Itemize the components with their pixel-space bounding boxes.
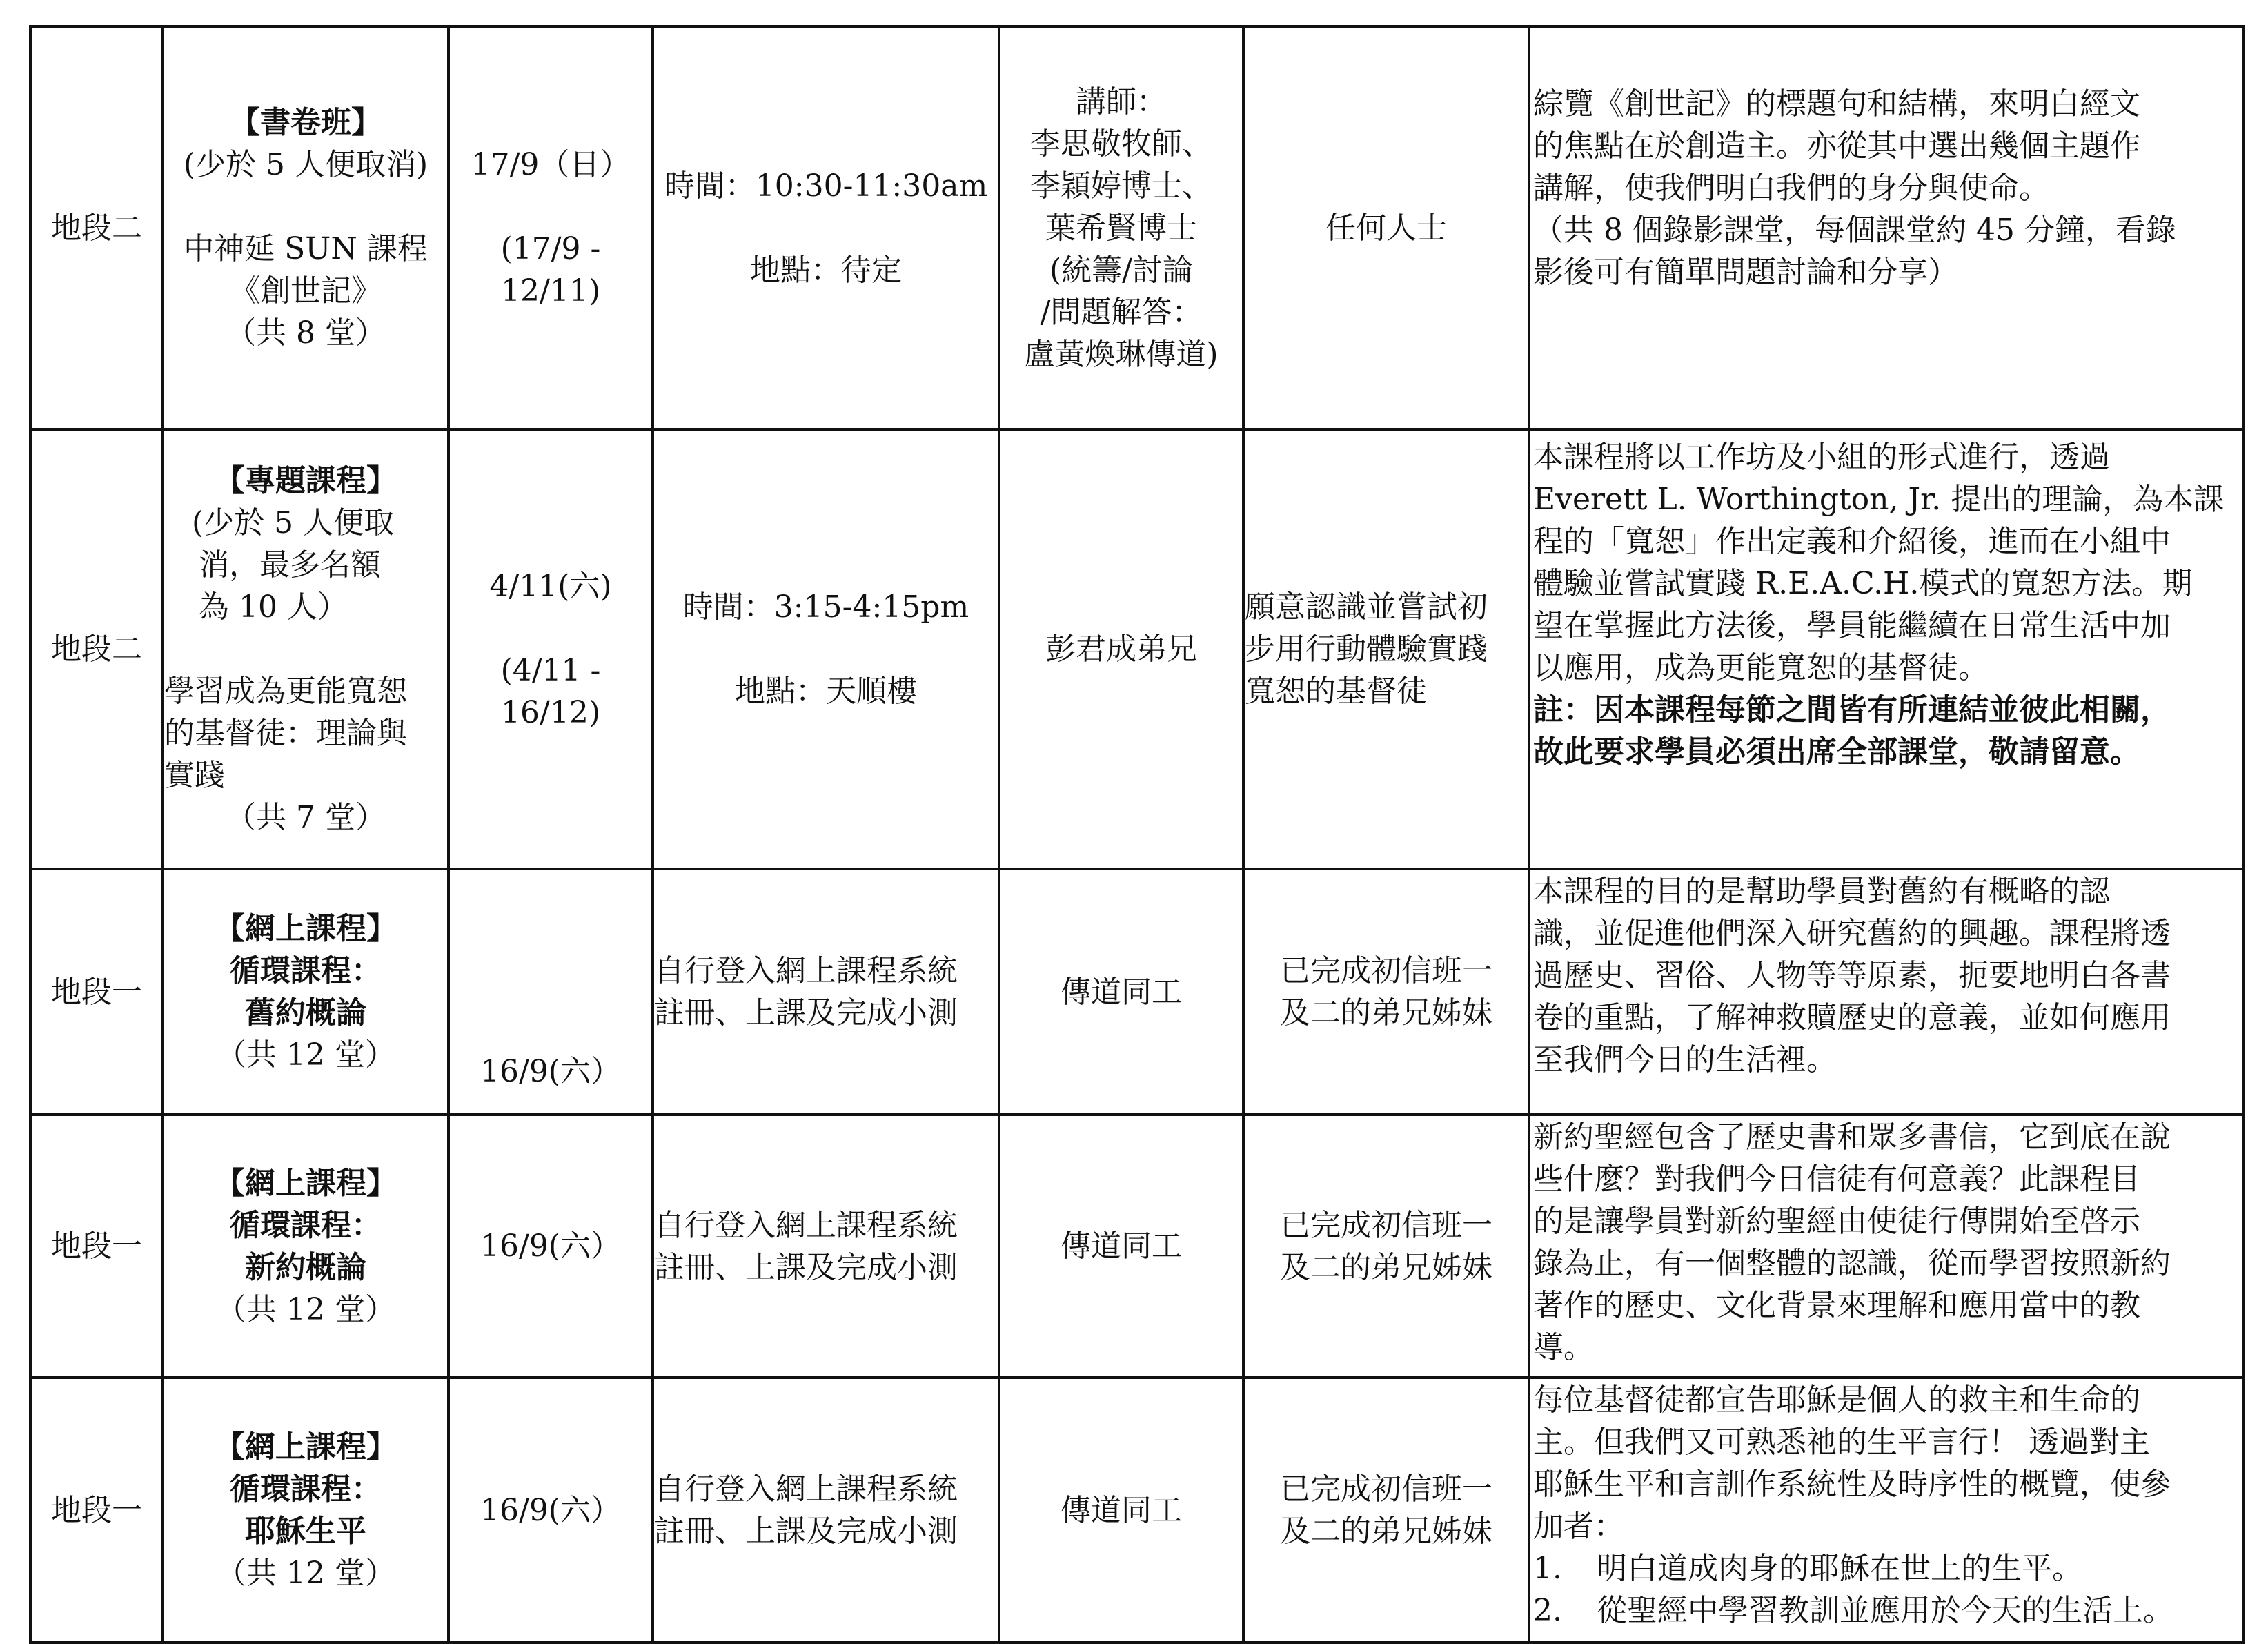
audience-cell: 已完成初信班一 及二的弟兄姊妹	[1243, 1378, 1529, 1643]
course-cell: 【網上課程】 循環課程： 舊約概論 （共 12 堂）	[163, 869, 448, 1115]
table-row	[30, 1378, 2244, 1643]
zone-cell: 地段一	[30, 1378, 163, 1643]
list-item: 2. 從聖經中學習教訓並應用於今天的生活上。	[1533, 1593, 2173, 1628]
teacher-cell: 傳道同工	[999, 1115, 1243, 1378]
list-item: 1. 明白道成肉身的耶穌在世上的生平。	[1533, 1551, 2082, 1586]
audience-cell: 已完成初信班一 及二的弟兄姊妹	[1243, 869, 1529, 1115]
time-place-cell: 時間：3:15-4:15pm 地點：天順樓	[653, 429, 999, 869]
date-cell: 16/9(六）	[448, 1378, 653, 1643]
course-cell: 【書卷班】 (少於 5 人便取消) 中神延 SUN 課程 《創世記》 （共 8 堂）	[163, 26, 448, 429]
table-row	[30, 26, 2244, 429]
table-row	[30, 429, 2244, 869]
table-row	[30, 869, 2244, 1115]
zone-cell: 地段二	[30, 26, 163, 429]
description-cell: 本課程將以工作坊及小組的形式進行，透過 Everett L. Worthington, Jr. 提出的理論，為本課 程的「寬恕」作出定義和介紹後，進而在小組中 體驗並嘗試實踐 R.E.A.C.H.模式的寬恕方法。期 望在掌握此方法後，學員能繼續在日常生活中加 以應用，成為更能寬恕的基督徒。 註：因本課程每節之間皆有所連結並彼此相關， 故此要求學員必須出席全部課堂，敬請留意。	[1529, 429, 2244, 869]
zone-cell: 地段二	[30, 429, 163, 869]
description-cell: 本課程的目的是幫助學員對舊約有概略的認 識，並促進他們深入研究舊約的興趣。課程將透 過歷史、習俗、人物等等原素，扼要地明白各書 卷的重點，了解神救贖歷史的意義，並如何應用 至我們今日的生活裡。	[1529, 869, 2244, 1115]
method-cell: 自行登入網上課程系統 註冊、上課及完成小測	[653, 869, 999, 1115]
time-place-cell: 時間：10:30-11:30am 地點：待定	[653, 26, 999, 429]
description-cell: 新約聖經包含了歷史書和眾多書信，它到底在說 些什麼？對我們今日信徒有何意義？此課程目 的是讓學員對新約聖經由使徒行傳開始至啓示 錄為止，有一個整體的認識，從而學習按照新約 著作的歷史、文化背景來理解和應用當中的教 導。	[1529, 1115, 2244, 1378]
course-cell: 【專題課程】 (少於 5 人便取 消，最多名額 為 10 人） 學習成為更能寬恕 的基督徒：理論與 實踐 （共 7 堂）	[163, 429, 448, 869]
course-schedule-table	[29, 25, 2245, 1644]
course-cell: 【網上課程】 循環課程： 新約概論 （共 12 堂）	[163, 1115, 448, 1378]
attendance-note: 註：因本課程每節之間皆有所連結並彼此相關，	[1533, 692, 2171, 727]
course-cell: 【網上課程】 循環課程： 耶穌生平 （共 12 堂）	[163, 1378, 448, 1643]
teacher-cell: 傳道同工	[999, 1378, 1243, 1643]
teacher-cell: 講師： 李思敬牧師、 李穎婷博士、 葉希賢博士 (統籌/討論 /問題解答： 盧黃煥琳傳道)	[999, 26, 1243, 429]
description-cell: 綜覽《創世記》的標題句和結構，來明白經文 的焦點在於創造主。亦從其中選出幾個主題作 講解，使我們明白我們的身分與使命。 （共 8 個錄影課堂，每個課堂約 45 分鐘，看錄 影後可有簡單問題討論和分享）	[1529, 26, 2244, 429]
date-cell: 17/9（日） (17/9 - 12/11)	[448, 26, 653, 429]
date-cell: 16/9(六）	[448, 869, 653, 1115]
teacher-cell: 彭君成弟兄	[999, 429, 1243, 869]
zone-cell: 地段一	[30, 869, 163, 1115]
zone-cell: 地段一	[30, 1115, 163, 1378]
audience-cell: 已完成初信班一 及二的弟兄姊妹	[1243, 1115, 1529, 1378]
method-cell: 自行登入網上課程系統 註冊、上課及完成小測	[653, 1115, 999, 1378]
audience-cell: 任何人士	[1243, 26, 1529, 429]
description-cell: 每位基督徒都宣告耶穌是個人的救主和生命的 主。但我們又可熟悉祂的生平言行！ 透過對主 耶穌生平和言訓作系統性及時序性的概覽，使參 加者： 1. 明白道成肉身的耶穌在世上的生平。 2. 從聖經中學習教訓並應用於今天的生活上。	[1529, 1378, 2244, 1643]
audience-cell: 願意認識並嘗試初 步用行動體驗實踐 寬恕的基督徒	[1243, 429, 1529, 869]
date-cell: 16/9(六）	[448, 1115, 653, 1378]
teacher-cell: 傳道同工	[999, 869, 1243, 1115]
method-cell: 自行登入網上課程系統 註冊、上課及完成小測	[653, 1378, 999, 1643]
table-row	[30, 1115, 2244, 1378]
date-cell: 4/11(六) (4/11 - 16/12)	[448, 429, 653, 869]
